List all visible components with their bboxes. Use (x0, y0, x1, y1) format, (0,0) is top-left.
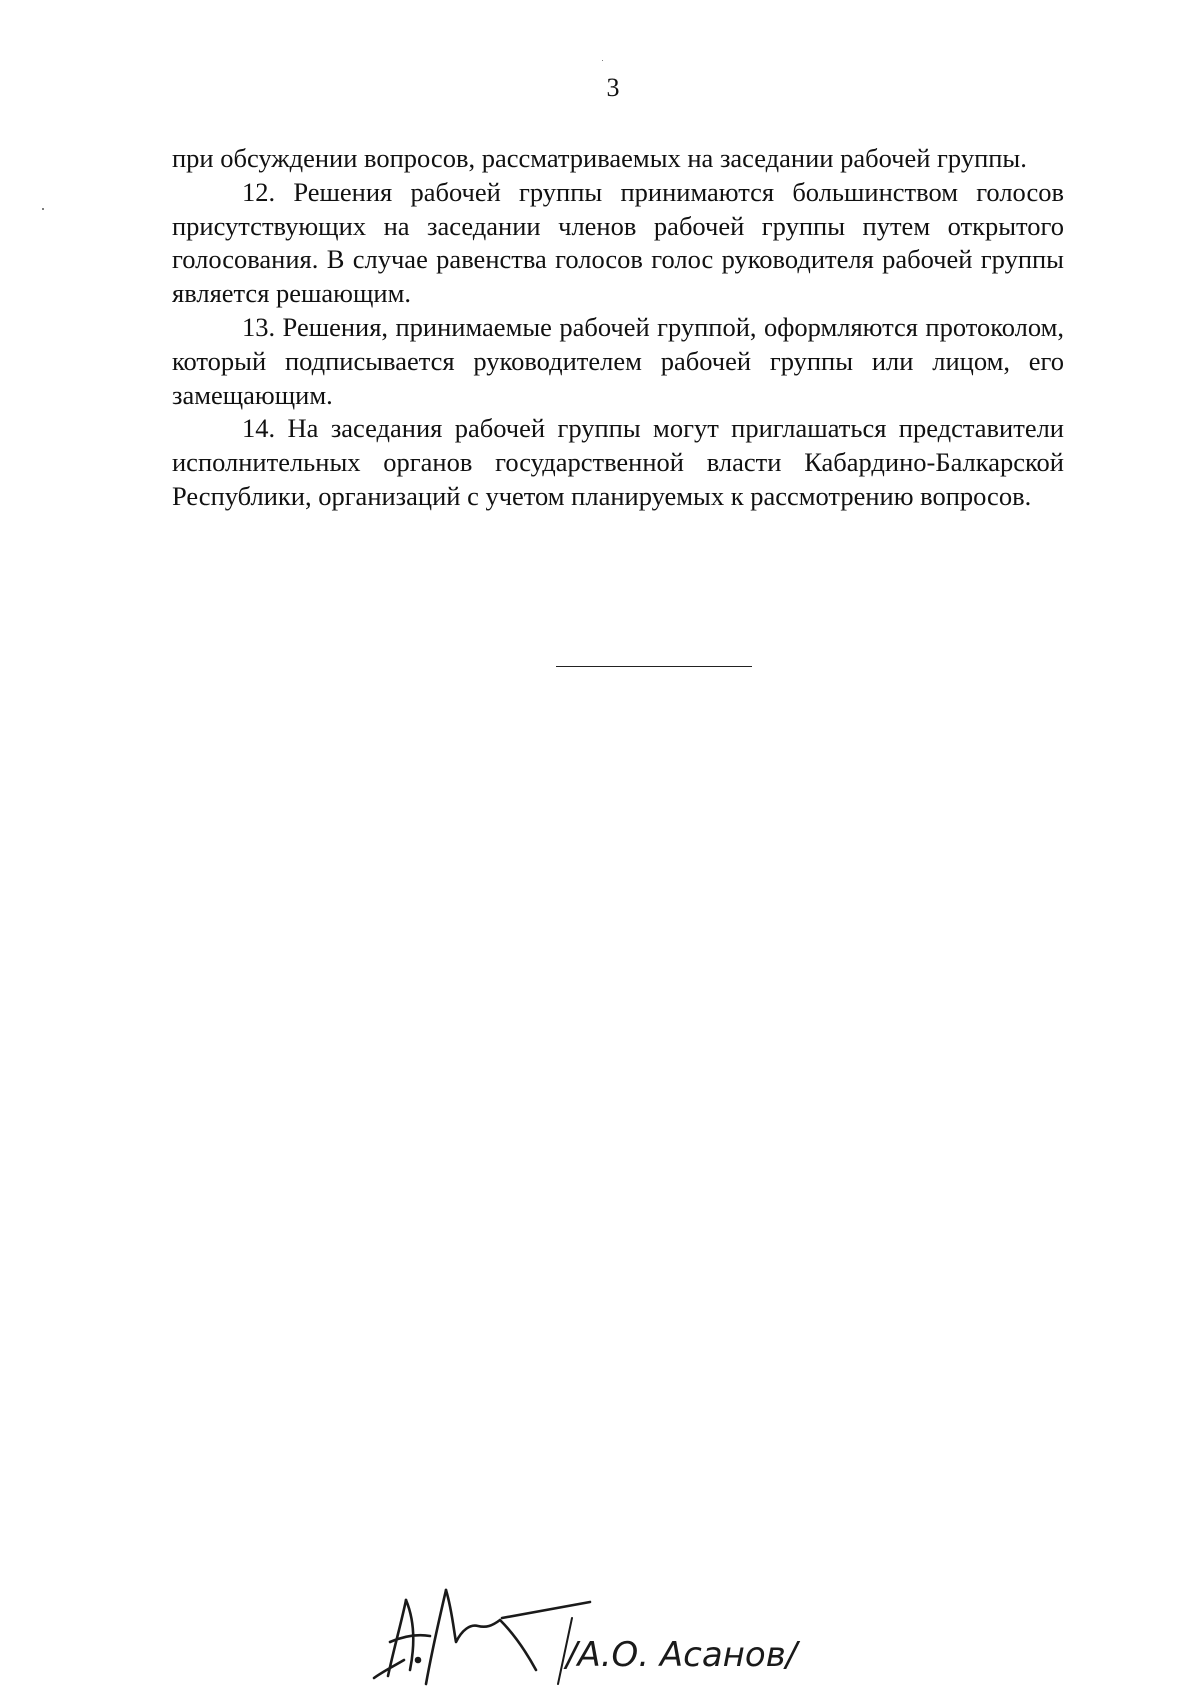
svg-text:/А.О. Асанов/: /А.О. Асанов/ (566, 1635, 798, 1675)
scan-speck (602, 60, 603, 61)
scan-speck (42, 208, 44, 210)
document-body (172, 142, 1064, 514)
end-of-text-rule (556, 666, 752, 667)
handwritten-signature (360, 1580, 880, 1692)
paragraph-14: 14. На заседания рабочей группы могут приглашаться представители исполнительных органов государственной власти Кабардино-Балкарской Республики, организаций с учетом планируемых к рассмотрению вопросов. (172, 413, 1064, 511)
page-number: 3 (606, 73, 620, 102)
paragraph-continuation: при обсуждении вопросов, рассматриваемых на заседании рабочей группы. (172, 143, 1027, 173)
signature-scrawl (374, 1590, 590, 1684)
paragraph-13: 13. Решения, принимаемые рабочей группой, оформляются протоколом, который подписывается руководителем рабочей группы или лицом, его замещающим. (172, 311, 1064, 410)
signature-name-text (558, 1618, 801, 1684)
paragraph-12: 12. Решения рабочей группы принимаются большинством голосов присутствующих на заседании членов рабочей группы путем открытого голосования. В случае равенства голосов голос руководителя рабочей группы является решающим. (172, 176, 1064, 309)
